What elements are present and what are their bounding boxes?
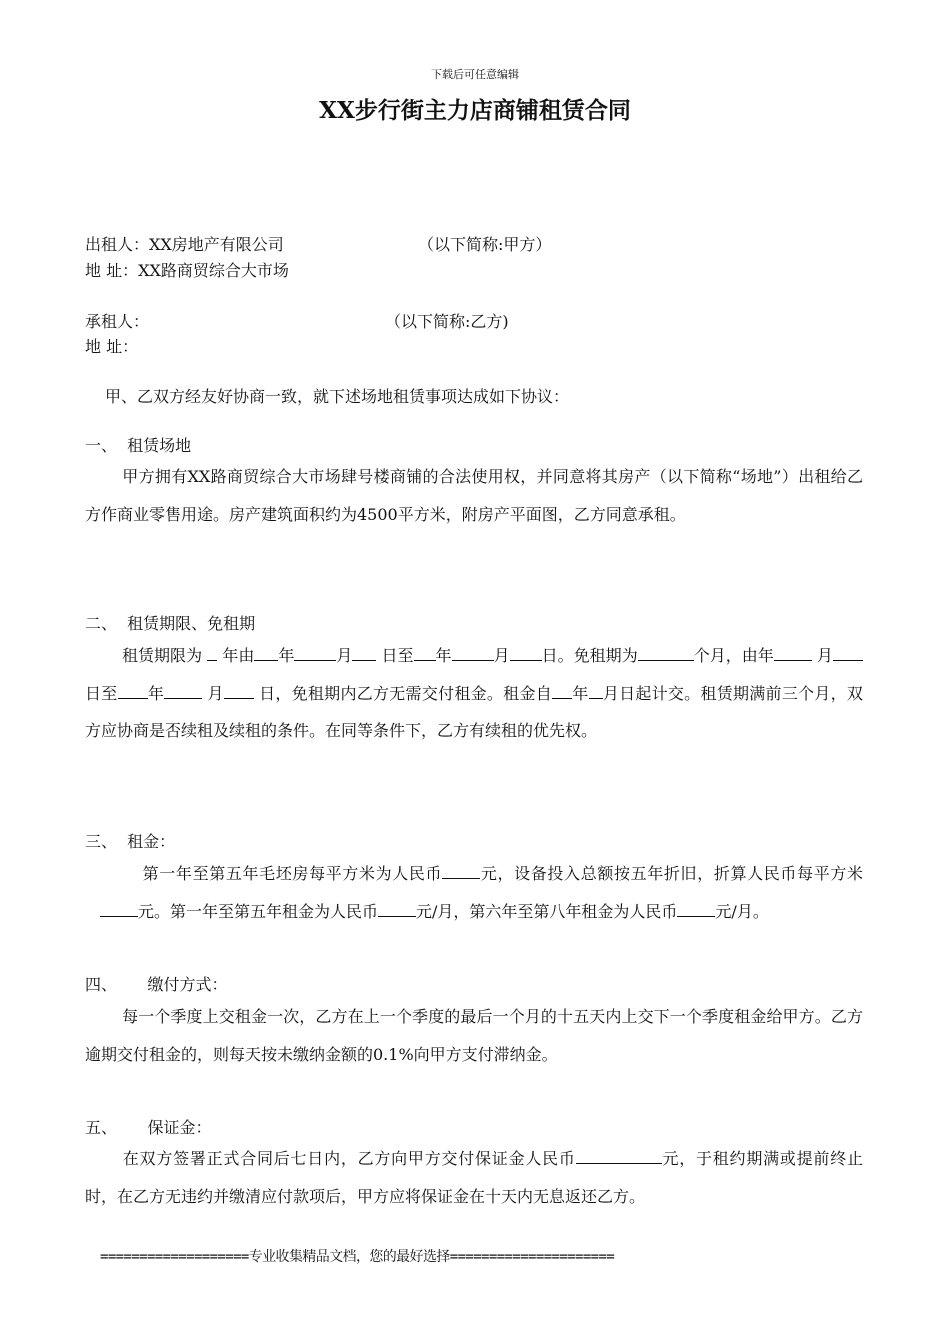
section-4-heading: 四、 缴付方式： — [85, 975, 228, 994]
blank-field[interactable] — [294, 646, 336, 661]
s3-text: 第一年至第五年毛坯房每平方米为人民币 — [142, 864, 443, 883]
s3-text: 元/月，第六年至第八年租金为人民币 — [416, 901, 678, 921]
blank-field[interactable] — [352, 646, 376, 661]
s2-text: 月 — [493, 646, 510, 665]
s5-text: 在双方签署正式合同后七日内，乙方向甲方交付保证金人民币 — [122, 1149, 576, 1168]
blank-field[interactable] — [164, 684, 202, 699]
s3-text: 元。第一年至第五年租金为人民币 — [138, 901, 379, 921]
lessor-address: 地 址：XX路商贸综合大市场 — [85, 261, 289, 280]
s3-text: 元/月。 — [715, 901, 769, 921]
blank-field[interactable] — [452, 646, 494, 661]
section-1-heading: 一、 租赁场地 — [85, 436, 192, 455]
section-1-body — [85, 458, 863, 533]
blank-field[interactable] — [224, 684, 254, 699]
blank-field[interactable] — [589, 684, 603, 699]
s2-text: 年 — [278, 646, 295, 665]
blank-field[interactable] — [118, 684, 148, 699]
section-5-body — [85, 1140, 863, 1215]
page-footer: ===================专业收集精品文档，您的最好选择===================== — [100, 1249, 615, 1265]
lessor-abbreviation: （以下简称:甲方） — [418, 235, 552, 254]
blank-field[interactable] — [100, 902, 138, 917]
section-1-text: 甲方拥有XX路商贸综合大市场肆号楼商铺的合法使用权，并同意将其房产（以下简称“场地”）出租给乙方作商业零售用途。房产建筑面积约为4500平方米，附房产平面图，乙方同意承租。 — [85, 467, 863, 524]
intro-paragraph: 甲、乙双方经友好协商一致，就下述场地租赁事项达成如下协议： — [105, 387, 570, 406]
s2-text: 日。免租期为 — [541, 646, 638, 665]
lessee-address: 地 址： — [85, 337, 139, 356]
s2-text: 年由 — [222, 646, 255, 665]
s3-text: 元，设备投入总额按五年折旧，折算人民币每平方米 — [480, 864, 863, 883]
blank-field[interactable] — [378, 902, 416, 917]
s2-text: 月日起计交。租赁期满前三个月，双方应协商是否续租及续租的条件。在同等条件下，乙方有续租的优先权。 — [85, 683, 863, 740]
s5-text: 元，于租约期满或提前终止时，在乙方无违约并缴清应付款项后，甲方应将保证金在十天内无息返还乙方。 — [85, 1149, 863, 1206]
section-4-text: 每一个季度上交租金一次，乙方在上一个季度的最后一个月的十五天内上交下一个季度租金给甲方。乙方逾期交付租金的，则每天按未缴纳金额的0.1%向甲方支付滞纳金。 — [85, 1007, 863, 1064]
s2-text: 个月，由年 — [693, 646, 774, 665]
lessee-abbreviation: （以下简称:乙方) — [385, 312, 509, 331]
blank-field[interactable] — [510, 646, 542, 661]
s2-text: 月 — [207, 683, 224, 703]
s2-text: 日至 — [85, 683, 118, 703]
page-header: 下载后可任意编辑 — [431, 68, 519, 81]
s2-text: 日，免租期内乙方无需交付租金。租金自 — [259, 683, 552, 703]
section-5-heading: 五、 保证金： — [85, 1118, 212, 1137]
blank-field[interactable] — [677, 902, 715, 917]
blank-field[interactable] — [207, 646, 217, 661]
lessor-name: 出租人：XX房地产有限公司 — [85, 235, 284, 254]
section-4-body — [85, 998, 863, 1073]
s2-text: 年 — [435, 646, 452, 665]
s2-text: 月 — [336, 646, 353, 665]
s2-text: 日至 — [381, 646, 414, 665]
blank-field[interactable] — [774, 646, 812, 661]
s2-text: 月 — [816, 646, 833, 665]
blank-field[interactable] — [638, 646, 694, 661]
lessee-name: 承租人： — [85, 312, 150, 331]
blank-field[interactable] — [576, 1149, 662, 1164]
s2-text: 租赁期限为 — [122, 646, 203, 665]
section-3-body — [100, 855, 863, 930]
section-2-body — [85, 637, 863, 750]
blank-field[interactable] — [254, 646, 278, 661]
s2-text: 年 — [572, 683, 589, 703]
section-3-heading: 三、 租金： — [85, 832, 176, 851]
blank-field[interactable] — [414, 646, 436, 661]
blank-field[interactable] — [833, 646, 863, 661]
section-2-heading: 二、 租赁期限、免租期 — [85, 614, 256, 633]
s2-text: 年 — [147, 683, 165, 703]
blank-field[interactable] — [442, 864, 480, 879]
blank-field[interactable] — [552, 684, 572, 699]
document-title: XX步行街主力店商铺租赁合同 — [319, 97, 631, 124]
